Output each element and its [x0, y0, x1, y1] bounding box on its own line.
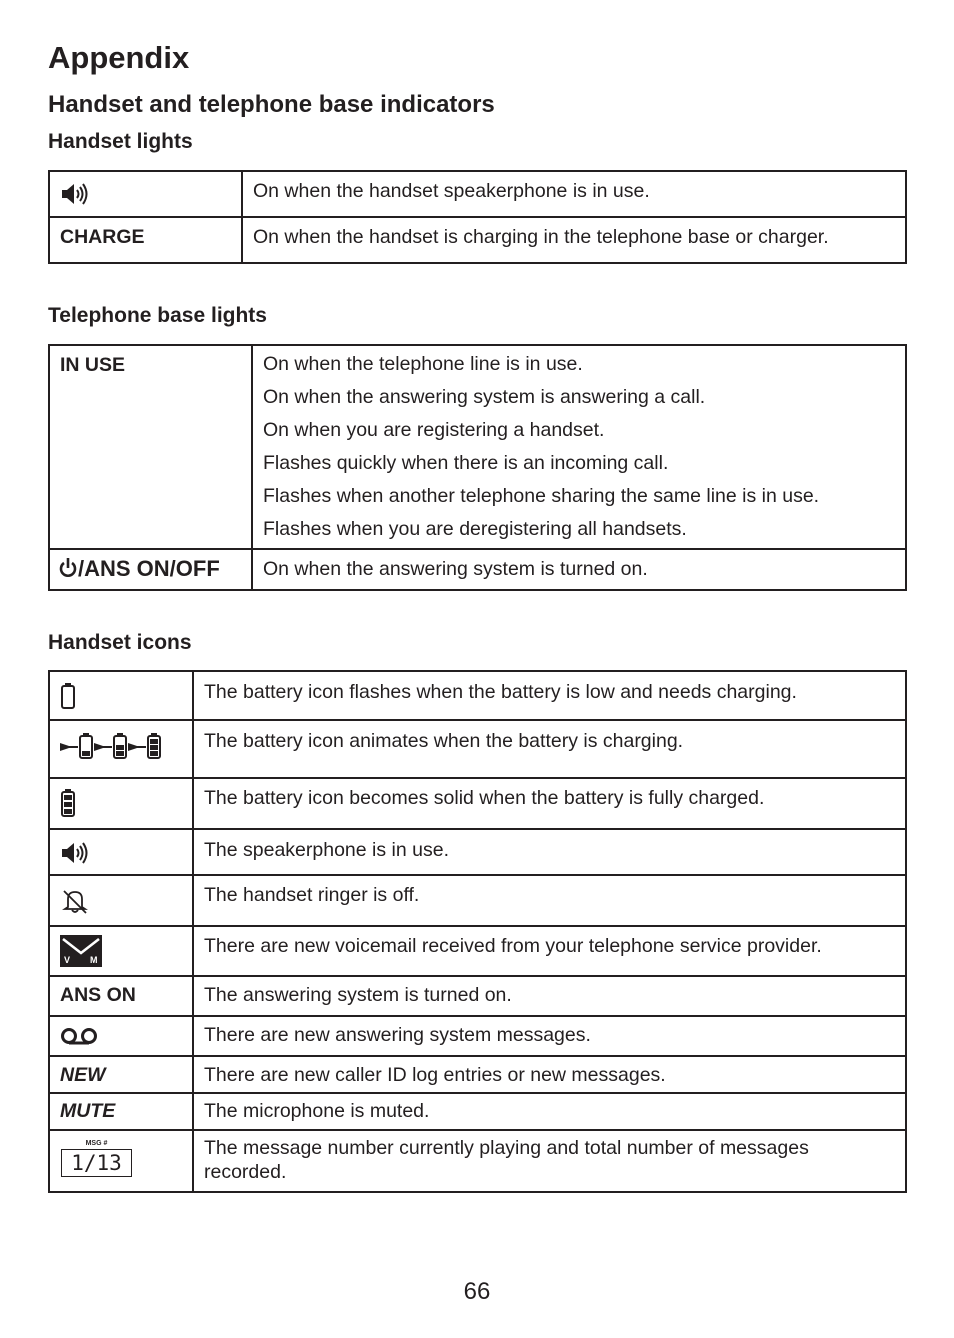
- battery-full-icon: [60, 788, 182, 818]
- ans-on-label: ANS ON: [49, 976, 193, 1016]
- in-use-line: Flashes when another telephone sharing the same line is in use.: [263, 485, 820, 507]
- table-row: [49, 1093, 906, 1130]
- description-cell: There are new caller ID log entries or new messages.: [193, 1056, 906, 1093]
- in-use-line: On when the answering system is answering a call.: [263, 386, 706, 408]
- icon-cell: [49, 671, 193, 720]
- table-row: [49, 171, 906, 217]
- battery-charging-animation-icon: [58, 731, 192, 761]
- speakerphone-icon: [60, 840, 182, 866]
- icon-cell: [49, 829, 193, 875]
- handset-icons-table: [48, 670, 907, 1193]
- handset-lights-heading: Handset lights: [48, 130, 193, 153]
- voicemail-letter-v: V: [64, 955, 71, 965]
- ans-onoff-cell: [49, 549, 252, 590]
- table-row: [49, 345, 906, 549]
- ringer-off-icon: [60, 887, 182, 915]
- in-use-line: On when the telephone line is in use.: [263, 353, 583, 375]
- new-label: NEW: [49, 1056, 193, 1093]
- voicemail-envelope-icon: [60, 935, 102, 967]
- section-title: Handset and telephone base indicators: [48, 91, 495, 118]
- icon-cell: [49, 1016, 193, 1056]
- icon-cell: [49, 926, 193, 976]
- speakerphone-icon: [60, 181, 231, 207]
- icon-cell: [49, 1130, 193, 1192]
- table-row: [49, 671, 906, 720]
- in-use-line: Flashes quickly when there is an incoming call.: [263, 452, 669, 474]
- description-cell: The speakerphone is in use.: [193, 829, 906, 875]
- table-row: [49, 926, 906, 976]
- table-row: [49, 976, 906, 1016]
- in-use-description: [252, 345, 906, 549]
- description-cell: There are new voicemail received from your telephone service provider.: [193, 926, 906, 976]
- in-use-line: Flashes when you are deregistering all handsets.: [263, 518, 687, 540]
- description-cell: The handset ringer is off.: [193, 875, 906, 926]
- base-lights-heading: Telephone base lights: [48, 304, 267, 327]
- in-use-line: On when you are registering a handset.: [263, 419, 605, 441]
- handset-icons-heading: Handset icons: [48, 631, 192, 654]
- base-lights-table: [48, 344, 907, 591]
- table-row: [49, 217, 906, 263]
- page-number: 66: [463, 1278, 491, 1305]
- message-counter-display-icon: [60, 1140, 133, 1178]
- power-icon: [58, 557, 78, 579]
- description-cell: On when the handset is charging in the telephone base or charger.: [242, 217, 906, 263]
- description-cell: On when the handset speakerphone is in use.: [242, 171, 906, 217]
- msg-number-value: 1/13: [61, 1149, 132, 1177]
- table-row: [49, 875, 906, 926]
- table-row: [49, 1056, 906, 1093]
- table-row: [49, 720, 906, 778]
- voicemail-letter-m: M: [90, 955, 98, 965]
- icon-cell: [49, 720, 193, 778]
- description-cell: The battery icon animates when the battery is charging.: [193, 720, 906, 778]
- description-cell: On when the answering system is turned on.: [252, 549, 906, 590]
- battery-empty-icon: [60, 682, 182, 710]
- description-cell: The answering system is turned on.: [193, 976, 906, 1016]
- description-cell: The message number currently playing and total number of messages recorded.: [193, 1130, 906, 1192]
- table-row: [49, 549, 906, 590]
- icon-cell: [49, 778, 193, 829]
- table-row: [49, 1016, 906, 1056]
- icon-cell: [49, 171, 242, 217]
- table-row: [49, 778, 906, 829]
- ans-onoff-label: /ANS ON/OFF: [78, 556, 220, 581]
- mute-label: MUTE: [49, 1093, 193, 1130]
- charge-label: CHARGE: [49, 217, 242, 263]
- description-cell: The battery icon flashes when the battery is low and needs charging.: [193, 671, 906, 720]
- in-use-label: IN USE: [49, 345, 252, 549]
- page-title: Appendix: [48, 40, 190, 75]
- description-cell: The microphone is muted.: [193, 1093, 906, 1130]
- msg-number-label: MSG #: [85, 1140, 108, 1147]
- handset-lights-table: [48, 170, 907, 264]
- table-row: [49, 1130, 906, 1192]
- table-row: [49, 829, 906, 875]
- answering-tape-icon: [60, 1028, 182, 1046]
- icon-cell: [49, 875, 193, 926]
- description-cell: The battery icon becomes solid when the battery is fully charged.: [193, 778, 906, 829]
- description-cell: There are new answering system messages.: [193, 1016, 906, 1056]
